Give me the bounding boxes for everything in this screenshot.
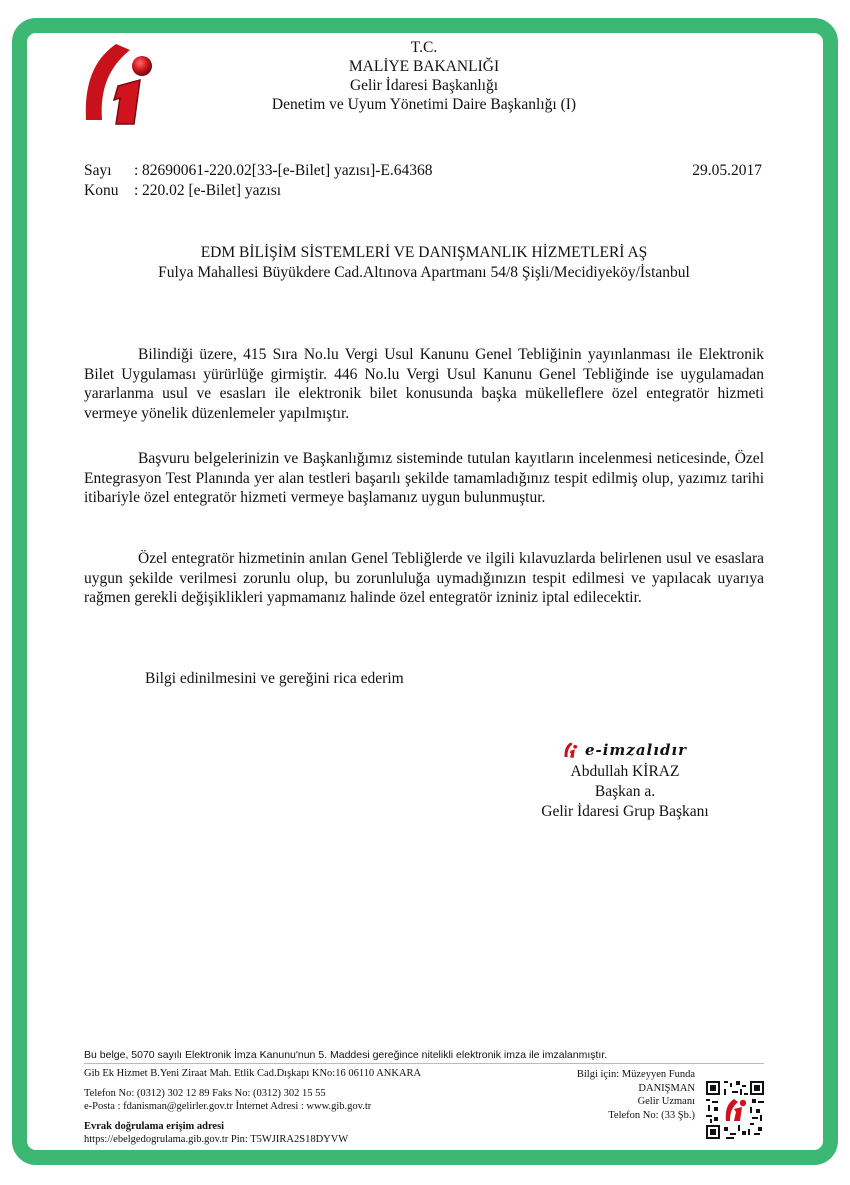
body-paragraph-2: [84, 449, 764, 508]
footer-address: Gib Ek Hizmet B.Yeni Ziraat Mah. Etlik Cad.Dışkapı KNo:16 06110 ANKARA: [84, 1068, 422, 1079]
body-paragraph-1: [84, 345, 764, 423]
paragraph-text: Özel entegratör hizmetinin anılan Genel Tebliğlerde ve ilgili kılavuzlarda belirlenen usul ve esaslara uygun şekilde verilmesi zorunlu olup, bu zorunluluğa uymadığınızın tespit edilmesi ve yapılacak uyarıya rağmen gerekli değişiklikleri yapmamanız halinde özel entegratör izniniz iptal edilecektir.: [84, 550, 764, 607]
document-meta: [84, 161, 433, 201]
sayi-separator: :: [134, 162, 139, 179]
qr-code-icon: [706, 1081, 764, 1139]
recipient-address: Fulya Mahallesi Büyükdere Cad.Altınova Apartmanı 54/8 Şişli/Mecidiyeköy/İstanbul: [158, 264, 690, 281]
signer-title-2: Gelir İdaresi Grup Başkanı: [541, 803, 709, 820]
body-paragraph-3: [84, 549, 764, 608]
paragraph-text: Başvuru belgelerinizin ve Başkanlığımız sisteminde tutulan kayıtların incelenmesi neticesinde, Özel Entegrasyon Test Planında yer alan testleri başarılı şekilde tamamladığınız tespit edilmiş olup, yazımız tarihi itibariyle özel entegratör hizmeti vermeye başlamanız uygun bulunmuştur.: [84, 450, 764, 507]
sayi-row: [84, 161, 433, 181]
footer-phone: Telefon No: (0312) 302 12 89 Faks No: (0312) 302 15 55: [84, 1087, 326, 1099]
signer-name: Abdullah KİRAZ: [570, 763, 680, 780]
konu-label: Konu: [84, 182, 119, 199]
footer-info-contact: [577, 1068, 695, 1122]
footer-email-web: e-Posta : fdanisman@gelirler.gov.tr İnternet Adresi : www.gib.gov.tr: [84, 1101, 372, 1112]
esign-stamp: [520, 740, 730, 760]
header-line-ministry: MALİYE BAKANLIĞI: [348, 58, 500, 75]
footer-contact-info: [84, 1067, 421, 1147]
verify-url[interactable]: https://ebelgedogrulama.gib.gov.tr Pin: T5WJIRA2S18DYVW: [84, 1134, 349, 1145]
contact-line-2: DANIŞMAN: [638, 1082, 695, 1094]
header-line-tc: T.C.: [410, 39, 438, 56]
recipient-name: EDM BİLİŞİM SİSTEMLERİ VE DANIŞMANLIK HİZMETLERİ AŞ: [200, 244, 648, 261]
verify-title: Evrak doğrulama erişim adresi: [84, 1120, 225, 1132]
konu-value: 220.02 [e-Bilet] yazısı: [142, 182, 282, 199]
paragraph-text: Bilindiği üzere, 415 Sıra No.lu Vergi Usul Kanunu Genel Tebliğinin yayınlanması ile Elektronik Bilet Uygulaması yürürlüğe girmiştir. 446 No.lu Vergi Usul Kanunu Genel Tebliğinde ise uygulamadan yararlanma usul ve esasları ile elektronik bilet konusunda başka mükelleflere özel entegratör hizmeti vermeye yönelik düzenlemeler yapılmıştır.: [84, 346, 764, 422]
header-line-administration: Gelir İdaresi Başkanlığı: [349, 77, 499, 94]
konu-row: [84, 181, 433, 201]
recipient-block: [84, 243, 764, 283]
signature-block: [520, 740, 730, 822]
closing-line: Bilgi edinilmesini ve gereğini rica ederim: [145, 670, 404, 687]
contact-line-4: Telefon No: (33 Şb.): [608, 1109, 695, 1121]
sayi-label: Sayı: [84, 162, 112, 179]
konu-separator: :: [134, 182, 139, 199]
gib-logo-icon: [78, 40, 162, 126]
esign-text: e-imzalıdır: [584, 741, 688, 759]
sayi-value: 82690061-220.02[33-[e-Bilet] yazısı]-E.64368: [142, 162, 433, 179]
contact-line-1: Bilgi için: Müzeyyen Funda: [576, 1069, 695, 1080]
gib-logo-icon: [563, 741, 579, 759]
esignature-notice: Bu belge, 5070 sayılı Elektronik İmza Kanunu'nun 5. Maddesi gereğince nitelikli elektronik imza ile imzalanmıştır.: [84, 1049, 764, 1064]
signer-title-1: Başkan a.: [594, 783, 656, 800]
header-line-department: Denetim ve Uyum Yönetimi Daire Başkanlığı (I): [271, 96, 577, 113]
document-date: 29.05.2017: [692, 162, 762, 179]
contact-line-3: Gelir Uzmanı: [637, 1096, 695, 1107]
letterhead: [200, 38, 648, 114]
